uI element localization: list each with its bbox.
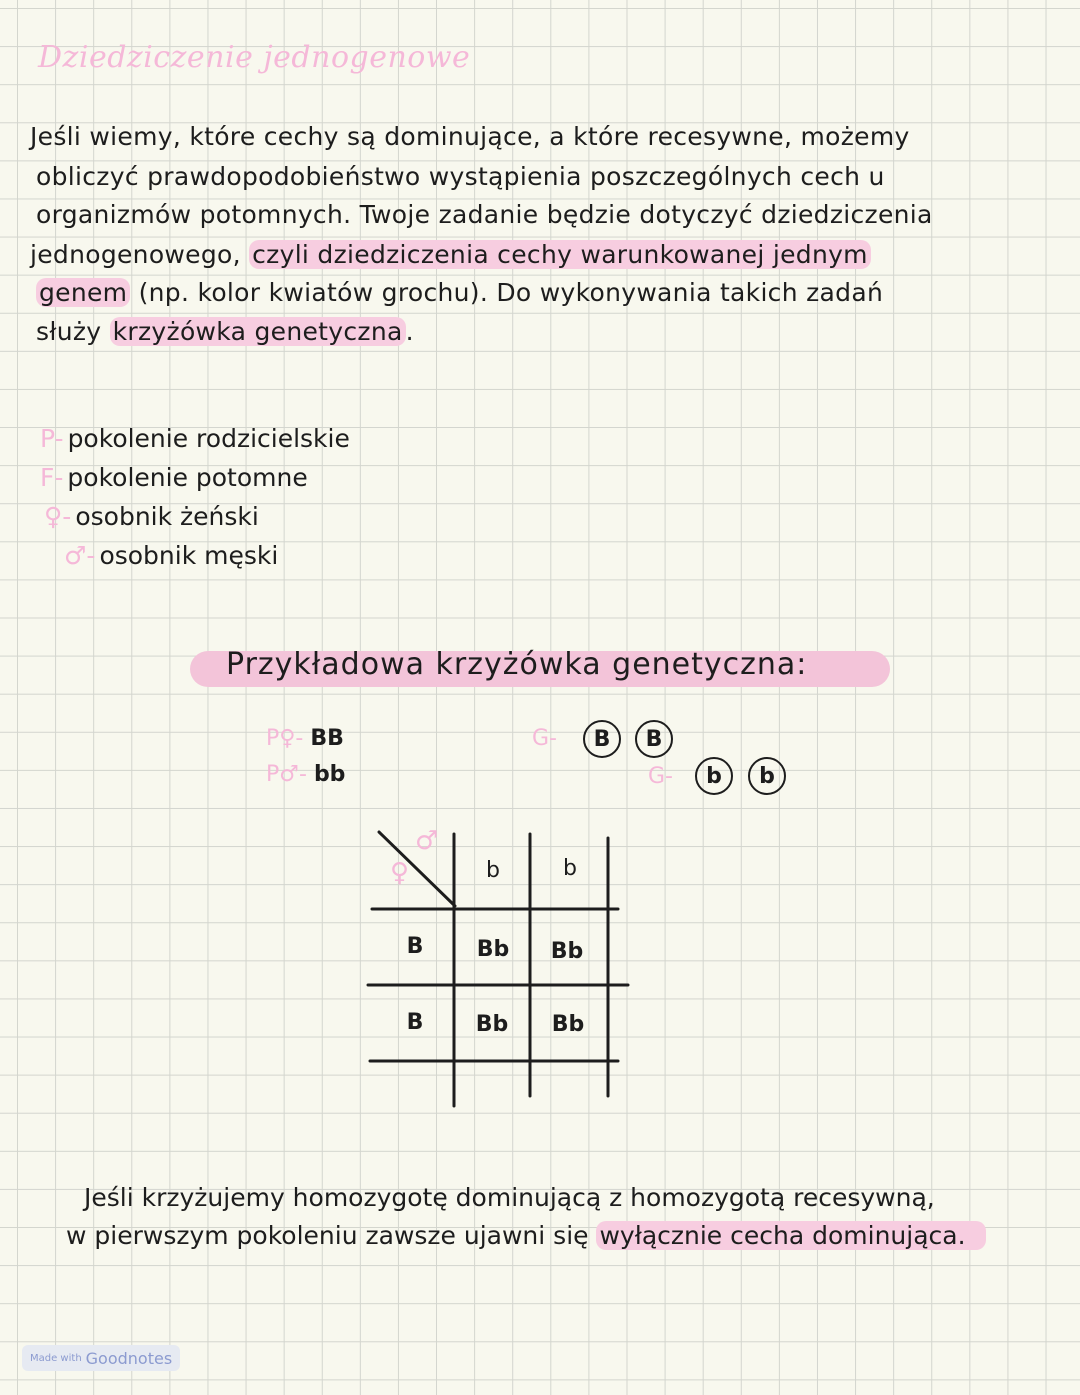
- legend-label: pokolenie rodzicielskie: [67, 424, 350, 453]
- punnett-cell: Bb: [475, 1012, 509, 1037]
- gamete-symbol: G-: [532, 726, 557, 751]
- punnett-cell: Bb: [550, 939, 584, 964]
- gamete-circle: b: [695, 757, 733, 795]
- conclusion-line: [66, 1221, 986, 1250]
- highlight: czyli dziedziczenia cechy warunkowanej jednym: [249, 240, 871, 269]
- badge-brand: Goodnotes: [85, 1348, 173, 1368]
- row-header: B: [406, 1010, 424, 1035]
- example-heading-text: Przykładowa krzyżówka genetyczna:: [226, 647, 808, 682]
- conclusion-text: w pierwszym pokoleniu zawsze ujawni się: [66, 1221, 589, 1250]
- genotype: bb: [313, 762, 346, 787]
- page-title: Dziedziczenie jednogenowe: [38, 40, 471, 75]
- made-with-goodnotes-badge[interactable]: [22, 1345, 180, 1371]
- badge-prefix: Made with: [30, 1352, 82, 1364]
- gamete-circle: B: [635, 720, 673, 758]
- male-icon: ♂: [415, 826, 439, 856]
- highlight: genem: [36, 278, 130, 307]
- gamete-symbol: G-: [648, 764, 673, 789]
- legend-symbol: P-: [40, 424, 64, 453]
- legend-label: osobnik żeński: [75, 502, 259, 531]
- intro-line: organizmów potomnych. Twoje zadanie będzie dotyczyć dziedziczenia: [36, 200, 933, 229]
- intro-text: .: [405, 317, 414, 346]
- intro-line: Jeśli wiemy, które cechy są dominujące, a które recesywne, możemy: [30, 122, 910, 151]
- conclusion-line: Jeśli krzyżujemy homozygotę dominującą z homozygotą recesywną,: [84, 1183, 935, 1212]
- genotype: BB: [310, 726, 344, 751]
- punnett-cell: Bb: [551, 1012, 585, 1037]
- intro-text: (np. kolor kwiatów grochu). Do wykonywania takich zadań: [138, 278, 884, 307]
- highlight: wyłącznie cecha dominująca.: [596, 1221, 985, 1250]
- gamete-circle: b: [748, 757, 786, 795]
- gamete-circle: B: [583, 720, 621, 758]
- male-parent-symbol: P♂-: [266, 762, 307, 787]
- female-icon: ♀: [390, 858, 410, 888]
- female-icon: ♀-: [44, 502, 72, 531]
- legend-symbol: F-: [40, 463, 64, 492]
- column-header: b: [563, 856, 577, 881]
- legend-label: pokolenie potomne: [67, 463, 308, 492]
- male-icon: ♂-: [64, 541, 96, 570]
- intro-line: obliczyć prawdopodobieństwo wystąpienia poszczególnych cech u: [36, 162, 885, 191]
- highlight: krzyżówka genetyczna: [110, 317, 406, 346]
- row-header: B: [406, 934, 424, 959]
- intro-text: służy: [36, 317, 102, 346]
- punnett-cell: Bb: [476, 937, 510, 962]
- column-header: b: [486, 858, 500, 883]
- intro-text: jednogenowego,: [30, 240, 241, 269]
- legend-label: osobnik męski: [99, 541, 279, 570]
- female-parent-symbol: P♀-: [266, 726, 304, 751]
